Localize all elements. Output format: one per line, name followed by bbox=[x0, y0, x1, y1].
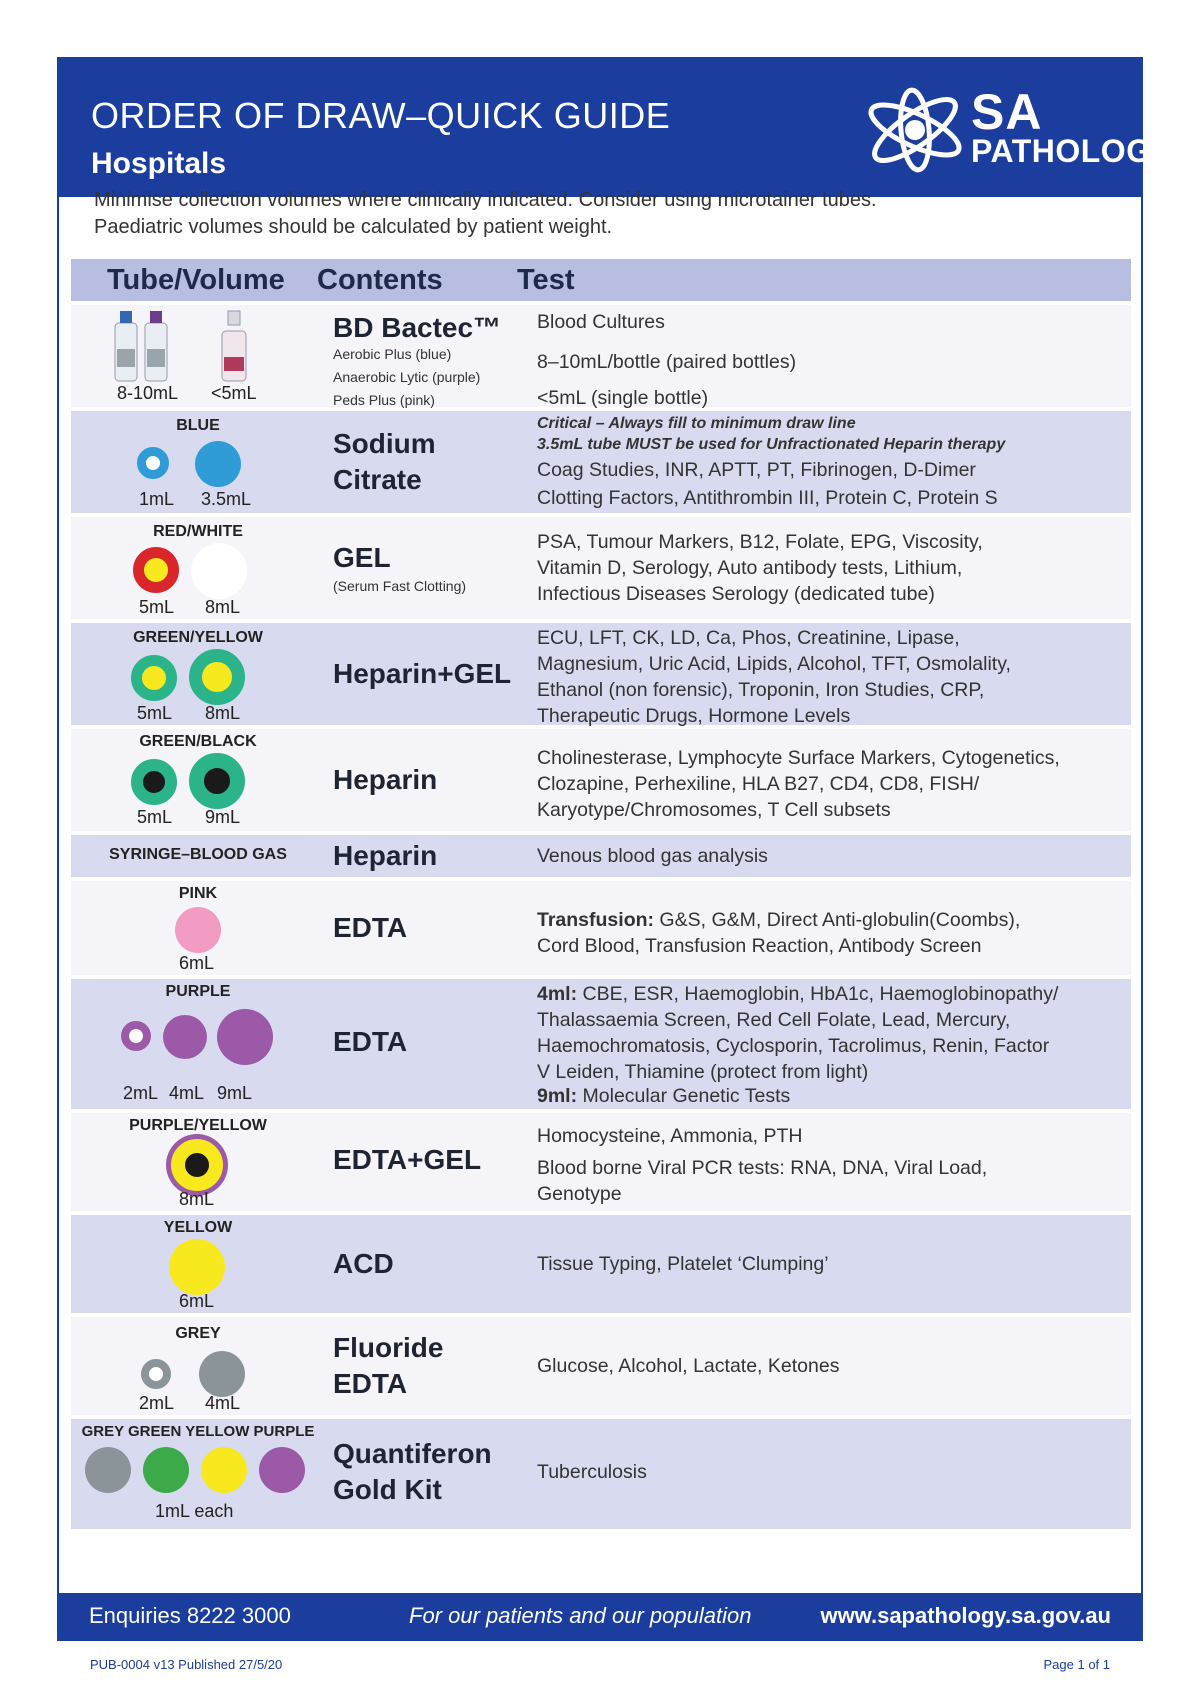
volume-label: 4mL bbox=[205, 1393, 241, 1413]
table-row-grey bbox=[71, 1317, 1131, 1415]
column-header-contents: Contents bbox=[317, 264, 443, 296]
test-text: 8–10mL/bottle (paired bottles) bbox=[537, 351, 797, 373]
test-text bbox=[537, 981, 1117, 1007]
contents-name: EDTA bbox=[333, 912, 408, 943]
green-yellow-tube-8ml-icon bbox=[189, 649, 245, 705]
volume-label: 1mL bbox=[139, 489, 175, 509]
quick-guide-sheet bbox=[57, 57, 1174, 1641]
critical-note: Critical – Always fill to minimum draw line bbox=[537, 415, 856, 432]
table-row-syringe bbox=[71, 835, 1131, 877]
contents-name: Quantiferon bbox=[333, 1438, 492, 1469]
volume-label: 9mL bbox=[217, 1083, 253, 1103]
test-text: Coag Studies, INR, APTT, PT, Fibrinogen, D-Dimer bbox=[537, 459, 976, 481]
contents-detail: (Serum Fast Clotting) bbox=[333, 578, 467, 594]
volume-label: 5mL bbox=[137, 703, 173, 723]
sa-pathology-logo bbox=[863, 84, 1174, 175]
column-header-tube: Tube/Volume bbox=[107, 264, 285, 296]
logo-sa-text: SA bbox=[971, 84, 1043, 140]
tube-colour-label: PURPLE bbox=[165, 983, 231, 1000]
purple-tube-4ml-icon bbox=[163, 1015, 207, 1059]
qft-green-tube-icon bbox=[143, 1447, 189, 1493]
contents-name: Gold Kit bbox=[333, 1474, 442, 1505]
tube-colour-label: GREY GREEN YELLOW PURPLE bbox=[81, 1423, 315, 1440]
volume-label: 8mL bbox=[205, 597, 241, 617]
test-text-part: Molecular Genetic Tests bbox=[577, 1085, 791, 1107]
tube-colour-label: SYRINGE–BLOOD GAS bbox=[109, 846, 287, 863]
qft-purple-tube-icon bbox=[259, 1447, 305, 1493]
green-yellow-tube-5ml-icon bbox=[131, 655, 177, 701]
blue-tube-3.5ml-icon bbox=[195, 441, 241, 487]
contents-name: ACD bbox=[333, 1248, 394, 1279]
test-text: Infectious Diseases Serology (dedicated tube) bbox=[537, 583, 935, 605]
contents-name: Sodium bbox=[333, 428, 436, 459]
blood-culture-bottle-icon bbox=[111, 309, 171, 385]
page-title: ORDER OF DRAW–QUICK GUIDE bbox=[91, 95, 671, 136]
test-text: Blood borne Viral PCR tests: RNA, DNA, Viral Load, bbox=[537, 1157, 988, 1179]
volume-label: 8mL bbox=[205, 703, 241, 723]
volume-label: <5mL bbox=[211, 383, 257, 403]
test-text-part: G&S, G&M, Direct Anti-globulin(Coombs), bbox=[654, 909, 1021, 931]
volume-label: 8-10mL bbox=[117, 383, 179, 403]
contents-name: EDTA bbox=[333, 1368, 408, 1399]
table-row-purple bbox=[71, 979, 1131, 1109]
purple-tube-2ml-icon bbox=[121, 1021, 151, 1051]
publication-info: PUB-0004 v13 Published 27/5/20 bbox=[90, 1657, 283, 1672]
test-text: Cord Blood, Transfusion Reaction, Antibody Screen bbox=[537, 935, 982, 957]
website-link[interactable]: www.sapathology.sa.gov.au bbox=[820, 1603, 1111, 1628]
test-text: Vitamin D, Serology, Auto antibody tests, Lithium, bbox=[537, 557, 963, 579]
test-text: Magnesium, Uric Acid, Lipids, Alcohol, TFT, Osmolality, bbox=[537, 653, 1011, 675]
test-text: Genotype bbox=[537, 1183, 622, 1205]
volume-label: 5mL bbox=[139, 597, 175, 617]
qft-grey-tube-icon bbox=[85, 1447, 131, 1493]
table-row-yellow bbox=[71, 1215, 1131, 1313]
contents-name: Heparin bbox=[333, 764, 438, 795]
tube-colour-label: BLUE bbox=[176, 417, 220, 434]
volume-label: 2mL bbox=[139, 1393, 175, 1413]
test-text: Haemochromatosis, Cyclosporin, Tacrolimus, Renin, Factor bbox=[537, 1035, 1050, 1057]
tube-colour-label: GREEN/BLACK bbox=[139, 733, 257, 750]
table-row-pink bbox=[71, 881, 1131, 975]
test-text: V Leiden, Thiamine (protect from light) bbox=[537, 1061, 869, 1083]
contents-name: Citrate bbox=[333, 464, 422, 495]
contents-name: BD Bactec™ bbox=[333, 312, 502, 343]
test-text: PSA, Tumour Markers, B12, Folate, EPG, Viscosity, bbox=[537, 531, 983, 553]
volume-label: 4mL bbox=[169, 1083, 205, 1103]
atom-logo-icon bbox=[863, 85, 973, 175]
test-bold-label: Transfusion: bbox=[537, 909, 655, 931]
volume-label: 2mL bbox=[123, 1083, 159, 1103]
test-text: ECU, LFT, CK, LD, Ca, Phos, Creatinine, Lipase, bbox=[537, 627, 960, 649]
test-text: Tuberculosis bbox=[537, 1461, 647, 1483]
green-black-tube-9ml-icon bbox=[189, 753, 245, 809]
grey-tube-4ml-icon bbox=[199, 1351, 245, 1397]
volume-label: 3.5mL bbox=[201, 489, 252, 509]
contents-name: EDTA+GEL bbox=[333, 1144, 482, 1175]
note-line: Paediatric volumes should be calculated by patient weight. bbox=[94, 216, 613, 238]
note-line: Minimise collection volumes where clinically indicated. Consider using microtainer tubes. bbox=[94, 189, 877, 211]
red-yellow-tube-icon bbox=[133, 547, 179, 593]
table-row-green-black bbox=[71, 729, 1131, 831]
peds-culture-bottle-icon bbox=[219, 309, 251, 385]
test-text: Tissue Typing, Platelet ‘Clumping’ bbox=[537, 1253, 829, 1275]
critical-note: 3.5mL tube MUST be used for Unfractionated Heparin therapy bbox=[537, 436, 1006, 453]
test-text: Clozapine, Perhexiline, HLA B27, CD4, CD8, FISH/ bbox=[537, 773, 980, 795]
purple-yellow-tube-icon bbox=[171, 1139, 223, 1191]
tube-colour-label: YELLOW bbox=[163, 1219, 233, 1236]
test-text: Clotting Factors, Antithrombin III, Protein C, Protein S bbox=[537, 487, 998, 509]
test-bold-label: 9ml: bbox=[537, 1085, 578, 1107]
test-text: Cholinesterase, Lymphocyte Surface Markers, Cytogenetics, bbox=[537, 747, 1060, 769]
table-header bbox=[71, 259, 1131, 301]
volume-label: 1mL each bbox=[155, 1501, 234, 1521]
header-banner bbox=[59, 59, 1174, 197]
contents-detail: Anaerobic Lytic (purple) bbox=[333, 369, 481, 385]
purple-tube-9ml-icon bbox=[217, 1009, 273, 1065]
qft-yellow-tube-icon bbox=[201, 1447, 247, 1493]
grey-tube-2ml-icon bbox=[141, 1359, 171, 1389]
contents-detail: Aerobic Plus (blue) bbox=[333, 346, 452, 362]
tube-colour-label: PURPLE/YELLOW bbox=[129, 1117, 267, 1134]
test-text: Ethanol (non forensic), Troponin, Iron Studies, CRP, bbox=[537, 679, 985, 701]
volume-label: 6mL bbox=[179, 1291, 215, 1311]
contents-name: Heparin+GEL bbox=[333, 658, 512, 689]
test-text: Venous blood gas analysis bbox=[537, 845, 768, 867]
tube-colour-label: PINK bbox=[178, 885, 218, 902]
volume-label: 6mL bbox=[179, 953, 215, 973]
table-row-purple-yellow bbox=[71, 1113, 1131, 1211]
table-row-red-white bbox=[71, 517, 1131, 619]
blue-tube-1ml-icon bbox=[137, 447, 169, 479]
contents-name: Heparin bbox=[333, 840, 438, 871]
test-text: Therapeutic Drugs, Hormone Levels bbox=[537, 705, 851, 727]
tube-colour-label: RED/WHITE bbox=[153, 523, 243, 540]
table-row-blue bbox=[71, 411, 1131, 513]
test-bold-label: 4ml: bbox=[537, 983, 578, 1005]
tube-colour-label: GREY bbox=[175, 1325, 221, 1342]
test-text bbox=[537, 907, 1117, 933]
column-header-test: Test bbox=[517, 264, 575, 296]
contents-name: Fluoride bbox=[333, 1332, 444, 1363]
footer-tagline: For our patients and our population bbox=[409, 1603, 752, 1628]
test-text: Blood Cultures bbox=[537, 311, 665, 333]
footer-banner bbox=[59, 1593, 1141, 1639]
green-black-tube-5ml-icon bbox=[131, 759, 177, 805]
test-text bbox=[537, 1083, 1117, 1109]
table-row-green-yellow bbox=[71, 623, 1131, 725]
enquiries-phone: Enquiries 8222 3000 bbox=[89, 1603, 291, 1628]
volume-label: 8mL bbox=[179, 1189, 215, 1209]
page-number: Page 1 of 1 bbox=[1043, 1657, 1110, 1672]
table-row-quantiferon bbox=[71, 1419, 1131, 1529]
test-text-part: CBE, ESR, Haemoglobin, HbA1c, Haemoglobinopathy/ bbox=[577, 983, 1059, 1005]
contents-name: EDTA bbox=[333, 1026, 408, 1057]
yellow-tube-icon bbox=[169, 1239, 225, 1295]
volume-label: 9mL bbox=[205, 807, 241, 827]
contents-detail: Peds Plus (pink) bbox=[333, 392, 435, 408]
page-subtitle: Hospitals bbox=[91, 147, 227, 180]
test-text: Homocysteine, Ammonia, PTH bbox=[537, 1125, 803, 1147]
table-row-bactec bbox=[71, 305, 1131, 407]
test-text: <5mL (single bottle) bbox=[537, 387, 709, 409]
white-tube-icon bbox=[191, 543, 247, 599]
test-text: Glucose, Alcohol, Lactate, Ketones bbox=[537, 1355, 840, 1377]
volume-label: 5mL bbox=[137, 807, 173, 827]
contents-name: GEL bbox=[333, 542, 391, 573]
test-text: Karyotype/Chromosomes, T Cell subsets bbox=[537, 799, 891, 821]
test-text: Thalassaemia Screen, Red Cell Folate, Lead, Mercury, bbox=[537, 1009, 1011, 1031]
logo-pathology-text: PATHOLOGY bbox=[971, 133, 1174, 169]
pink-tube-icon bbox=[175, 907, 221, 953]
tube-colour-label: GREEN/YELLOW bbox=[133, 629, 263, 646]
